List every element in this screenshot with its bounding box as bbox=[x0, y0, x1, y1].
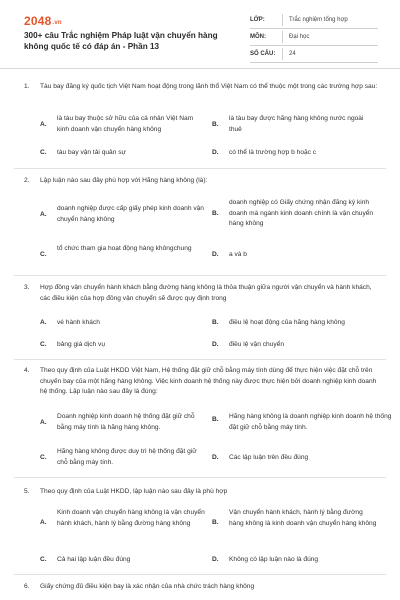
meta-value: Trắc nghiệm tổng hợp bbox=[289, 17, 348, 23]
question-number: 5. bbox=[24, 488, 30, 495]
option-letter: A. bbox=[40, 121, 47, 128]
option-text: Doanh nghiệp kinh doanh hệ thống đặt giữ chỗ bằng máy tính là hãng hàng không. bbox=[57, 413, 195, 431]
option-text: là tàu bay thuộc sở hữu của cá nhân Việt Nam kinh doanh vận chuyển hàng không bbox=[57, 115, 194, 133]
meta-label: LỚP: bbox=[250, 17, 265, 23]
logo-text: 2048 bbox=[24, 14, 52, 28]
site-logo[interactable] bbox=[24, 14, 62, 28]
option-letter: D. bbox=[212, 556, 219, 563]
option-text: a và b bbox=[229, 251, 247, 258]
option-letter: C. bbox=[40, 454, 47, 461]
meta-separator bbox=[282, 48, 283, 60]
option-letter: D. bbox=[212, 454, 219, 461]
question-number: 6. bbox=[24, 583, 30, 590]
option-text: Các lập luận trên đều đúng bbox=[229, 454, 309, 461]
option-letter: A. bbox=[40, 319, 47, 326]
page-header bbox=[0, 0, 400, 66]
question-number: 2. bbox=[24, 177, 30, 184]
option-text: Kinh doanh vận chuyển hàng không là vận chuyển hành khách, hành lý bằng đường hàng không bbox=[57, 509, 205, 527]
option-letter: D. bbox=[212, 251, 219, 258]
question-divider bbox=[14, 275, 386, 276]
option-letter: A. bbox=[40, 419, 47, 426]
question-divider bbox=[14, 477, 386, 478]
option-text: điều lệ vận chuyển bbox=[229, 341, 284, 348]
option-letter: C. bbox=[40, 149, 47, 156]
option-text: Không có lập luận nào là đúng bbox=[229, 556, 319, 563]
option-letter: B. bbox=[212, 319, 219, 326]
question-divider bbox=[14, 574, 386, 575]
meta-separator bbox=[282, 14, 283, 26]
question-number: 4. bbox=[24, 367, 30, 374]
header-divider bbox=[0, 68, 400, 69]
option-text: Cả hai lập luận đều đúng bbox=[57, 556, 131, 563]
option-letter: A. bbox=[40, 519, 47, 526]
logo-suffix: .vn bbox=[52, 20, 62, 26]
option-text: Vận chuyển hành khách, hành lý bằng đường hàng không là kinh doanh vận chuyển hàng không bbox=[229, 509, 377, 527]
meta-label: SỐ CÂU: bbox=[250, 51, 276, 57]
document-meta-table bbox=[250, 12, 378, 63]
meta-row-count bbox=[250, 46, 378, 63]
question-text: Hợp đồng vận chuyển hành khách bằng đường hàng không là thỏa thuận giữa người vận chuyển và hành khách, các điều kiện của hợp đồng vận chuyển sẽ được quy định trong bbox=[40, 284, 372, 302]
meta-row-subject bbox=[250, 29, 378, 46]
option-text: Hãng hàng không là doanh nghiệp kinh doanh hệ thống đặt giữ chỗ bằng máy tính. bbox=[229, 413, 392, 431]
option-text: có thể là trường hợp b hoặc c bbox=[229, 149, 317, 156]
option-letter: C. bbox=[40, 341, 47, 348]
option-letter: C. bbox=[40, 251, 47, 258]
question-number: 3. bbox=[24, 284, 30, 291]
option-text: doanh nghiệp có Giấy chứng nhận đăng ký kinh doanh mà ngành kinh doanh chính là vận chuyển hàng không bbox=[229, 199, 374, 227]
option-letter: B. bbox=[212, 416, 219, 423]
option-letter: B. bbox=[212, 519, 219, 526]
question-number: 1. bbox=[24, 83, 30, 90]
option-text: bảng giá dịch vụ bbox=[57, 341, 106, 348]
option-text: điều lệ hoạt động của hãng hàng không bbox=[229, 319, 345, 326]
document-title: 300+ câu Trắc nghiệm Pháp luật vận chuyển hàng không quốc tế có đáp án - Phần 13 bbox=[24, 31, 218, 51]
option-text: Hãng hàng không được duy trì hệ thống đặt giữ chỗ bằng máy tính. bbox=[57, 448, 197, 466]
question-text: Giấy chứng đủ điều kiện bay là xác nhận của nhà chức trách hàng không bbox=[40, 583, 255, 590]
option-letter: D. bbox=[212, 149, 219, 156]
question-divider bbox=[14, 168, 386, 169]
option-letter: A. bbox=[40, 211, 47, 218]
meta-label: MÔN: bbox=[250, 34, 266, 40]
option-letter: C. bbox=[40, 556, 47, 563]
option-text: tổ chức tham gia hoạt động hàng khôngchung bbox=[57, 245, 192, 252]
question-divider bbox=[14, 359, 386, 360]
meta-value: Đại học bbox=[289, 34, 310, 40]
option-letter: D. bbox=[212, 341, 219, 348]
option-letter: B. bbox=[212, 121, 219, 128]
option-text: tàu bay vận tải quân sự bbox=[57, 149, 126, 156]
question-text: Theo quy định của Luật HKDD Việt Nam, Hệ thống đặt giữ chỗ bằng máy tính dùng để thực hiện việc đặt chỗ trên chuyến bay của một hãng hàng không. Việc kinh doanh hệ thống này được thực hiện bởi doanh nghiệp kinh doanh hệ thống. Lập luận nào sau đây là đúng: bbox=[40, 367, 377, 395]
option-text: vé hành khách bbox=[57, 319, 100, 326]
meta-separator bbox=[282, 31, 283, 43]
meta-value: 24 bbox=[289, 51, 296, 57]
question-text: Theo quy định của Luật HKDD, lập luận nào sau đây là phù hợp bbox=[40, 488, 228, 495]
option-letter: B. bbox=[212, 210, 219, 217]
meta-row-class bbox=[250, 12, 378, 29]
option-text: doanh nghiệp được cấp giấy phép kinh doanh vận chuyển hàng không bbox=[57, 205, 204, 223]
question-text: Tàu bay đăng ký quốc tịch Việt Nam hoạt động trong lãnh thổ Việt Nam có thể thuộc một trong các trường hợp sau: bbox=[40, 83, 378, 90]
option-text: là tàu bay được hãng hàng không nước ngoài thuê bbox=[229, 115, 364, 133]
question-text: Lập luận nào sau đây phù hợp với Hãng hàng không (là): bbox=[40, 177, 208, 184]
